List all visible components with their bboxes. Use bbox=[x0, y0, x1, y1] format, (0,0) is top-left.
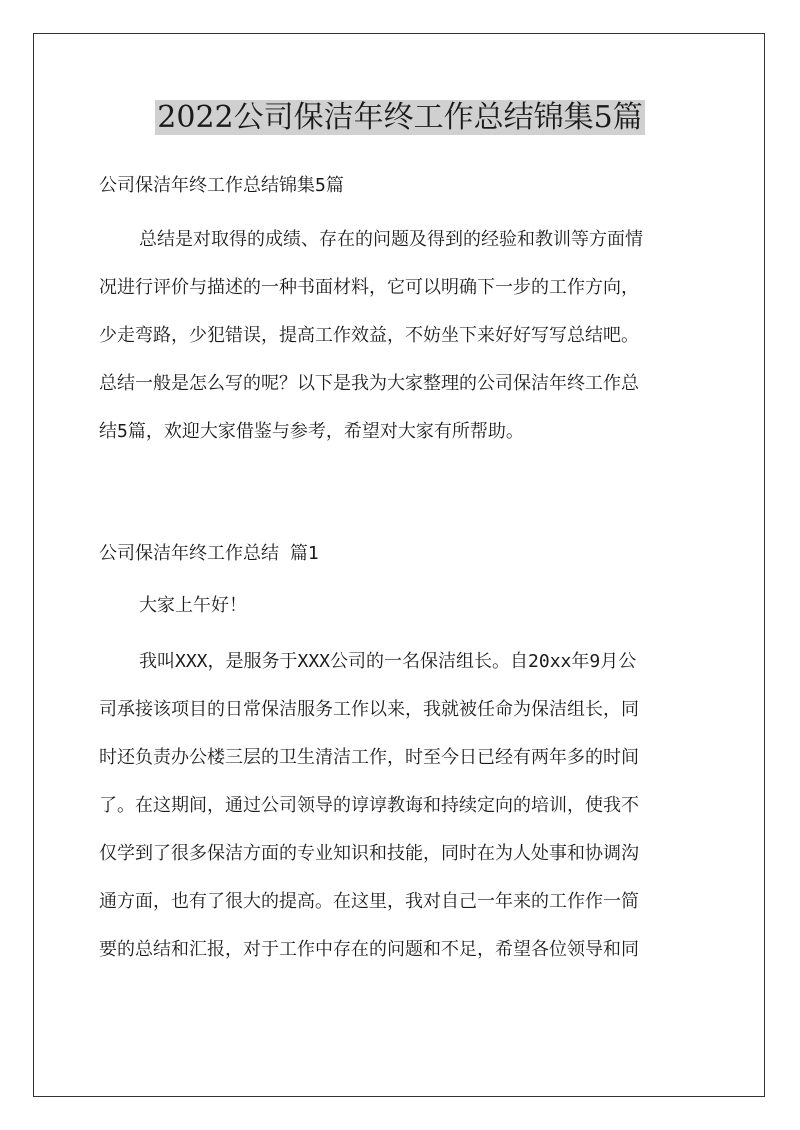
intro-line: 总结是对取得的成绩、存在的问题及得到的经验和教训等方面情 bbox=[139, 229, 643, 250]
intro-line: 少走弯路，少犯错误，提高工作效益，不妨坐下来好好写写总结吧。 bbox=[99, 325, 639, 346]
document-title bbox=[0, 98, 800, 138]
document-title-text: 2022公司保洁年终工作总结锦集5篇 bbox=[157, 100, 643, 135]
intro-paragraph bbox=[99, 216, 703, 456]
body-line: 通方面，也有了很大的提高。在这里，我对自己一年来的工作作一简 bbox=[99, 891, 639, 912]
body-line: 要的总结和汇报，对于工作中存在的问题和不足，希望各位领导和同 bbox=[99, 939, 639, 960]
greeting-text: 大家上午好！ bbox=[139, 595, 247, 616]
section-heading: 公司保洁年终工作总结 篇1 bbox=[99, 543, 319, 564]
intro-line: 结5篇，欢迎大家借鉴与参考，希望对大家有所帮助。 bbox=[99, 421, 524, 442]
body-line: 仅学到了很多保洁方面的专业知识和技能，同时在为人处事和协调沟 bbox=[99, 843, 639, 864]
body-line: 了。在这期间，通过公司领导的谆谆教诲和持续定向的培训，使我不 bbox=[99, 795, 639, 816]
body-line: 司承接该项目的日常保洁服务工作以来，我就被任命为保洁组长，同 bbox=[99, 699, 639, 720]
body-line: 时还负责办公楼三层的卫生清洁工作，时至今日已经有两年多的时间 bbox=[99, 747, 639, 768]
document-subtitle: 公司保洁年终工作总结锦集5篇 bbox=[99, 175, 344, 196]
body-paragraph bbox=[99, 638, 703, 974]
intro-line: 总结一般是怎么写的呢？以下是我为大家整理的公司保洁年终工作总 bbox=[99, 373, 639, 394]
intro-line: 况进行评价与描述的一种书面材料，它可以明确下一步的工作方向， bbox=[99, 277, 639, 298]
body-line: 我叫XXX，是服务于XXX公司的一名保洁组长。自20xx年9月公 bbox=[139, 651, 637, 672]
